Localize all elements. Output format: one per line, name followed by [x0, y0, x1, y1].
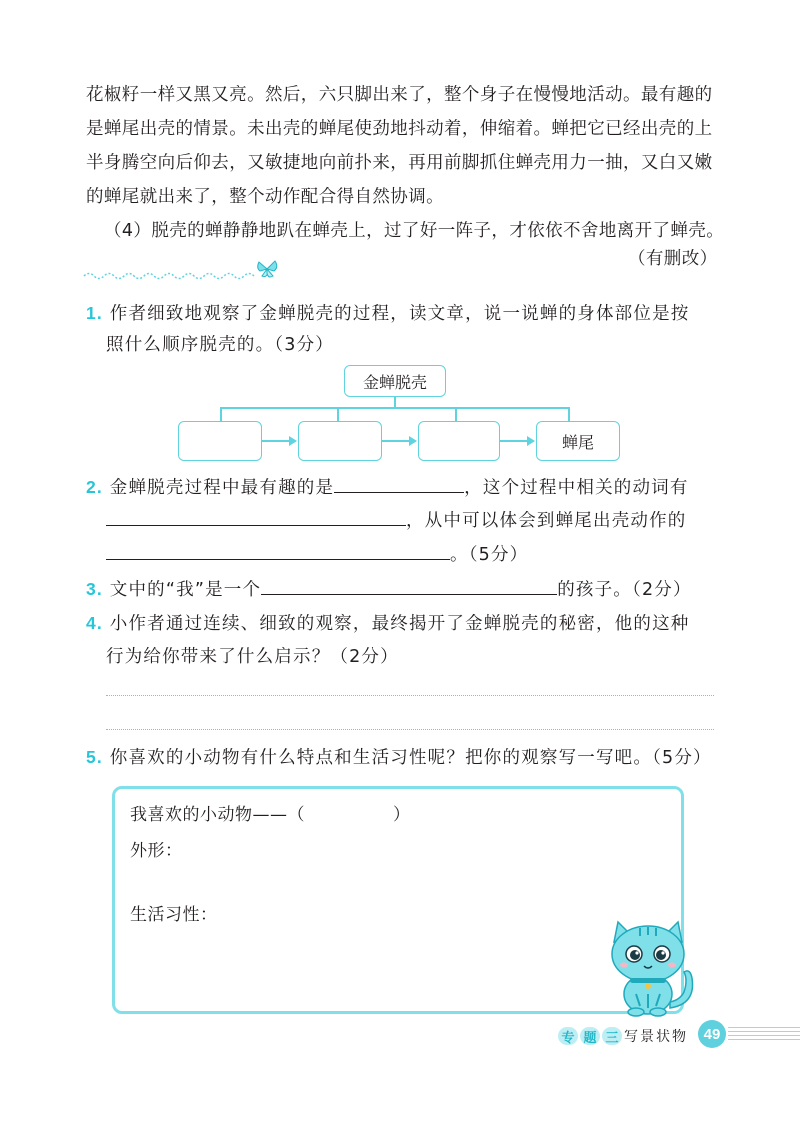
question-5-text: 你喜欢的小动物有什么特点和生活习性呢？把你的观察写一写吧。（5分） [109, 748, 712, 768]
butterfly-icon [254, 256, 280, 282]
flowchart-arrow-line [262, 440, 290, 442]
favorite-animal-prefix: 我喜欢的小动物——（ [130, 805, 305, 825]
question-number: 3. [86, 579, 103, 599]
wavy-divider [80, 258, 280, 288]
flowchart-answer-box-2[interactable] [298, 421, 382, 461]
flowchart-arrow-line [382, 440, 410, 442]
question-number: 5. [86, 747, 103, 767]
flowchart-connector [394, 397, 396, 407]
footer-tag-3: 三 [602, 1027, 622, 1045]
question-1 [86, 296, 689, 331]
arrow-right-icon [527, 436, 535, 446]
flowchart-connector [220, 407, 569, 409]
passage-paragraph-4: （4）脱壳的蝉静静地趴在蝉壳上，过了好一阵子，才依依不舍地离开了蝉壳。 [104, 221, 725, 241]
footer-rule [728, 1027, 800, 1041]
answer-blank-feeling[interactable] [106, 539, 450, 560]
flowchart-box-tail: 蝉尾 [536, 421, 620, 461]
flowchart-connector [220, 407, 222, 421]
question-3-text-b: 的孩子。（2分） [557, 580, 692, 600]
question-5 [86, 740, 712, 775]
question-4-line-2: 行为给你带来了什么启示？（2分） [106, 647, 399, 667]
appearance-label: 外形： [130, 841, 183, 861]
passage-line-4: 的蝉尾就出来了，整个动作配合得自然协调。 [86, 187, 444, 207]
passage-line-3: 半身腾空向后仰去，又敏捷地向前扑来，再用前脚抓住蝉壳用力一抽，又白又嫩 [86, 153, 713, 173]
question-4-text: 小作者通过连续、细致的观察，最终揭开了金蝉脱壳的秘密，他的这种 [109, 614, 690, 634]
question-3 [86, 572, 692, 607]
footer-tag-2: 题 [580, 1027, 600, 1045]
question-2-text-a: 金蝉脱壳过程中最有趣的是 [109, 478, 335, 498]
flowchart-arrow-line [500, 440, 528, 442]
answer-blank-most-interesting[interactable] [334, 472, 464, 493]
page-number: 49 [703, 1025, 721, 1043]
question-2-line-3 [106, 538, 528, 572]
favorite-animal-suffix: ） [393, 805, 411, 825]
question-number: 1. [86, 303, 103, 323]
question-4 [86, 606, 689, 641]
question-2-text-c: ，从中可以体会到蝉尾出壳动作的 [406, 511, 687, 531]
arrow-right-icon [409, 436, 417, 446]
source-note: （有删改） [628, 249, 718, 269]
flowchart-answer-box-1[interactable] [178, 421, 262, 461]
flowchart-connector [455, 407, 457, 421]
answer-blank-verbs[interactable] [106, 505, 406, 526]
question-2-text-b: ，这个过程中相关的动词有 [464, 478, 689, 498]
answer-blank-character[interactable] [261, 574, 557, 595]
arrow-right-icon [289, 436, 297, 446]
habits-label: 生活习性： [130, 905, 218, 925]
footer-tag-1: 专 [558, 1027, 578, 1045]
question-2 [86, 470, 689, 505]
question-2-line-2 [106, 504, 687, 538]
question-1-line-2: 照什么顺序脱壳的。（3分） [106, 335, 334, 355]
question-number: 2. [86, 477, 103, 497]
answer-line-1[interactable] [106, 695, 714, 696]
flowchart-connector [337, 407, 339, 421]
question-number: 4. [86, 613, 103, 633]
flowchart-root: 金蝉脱壳 [344, 365, 446, 397]
passage-line-2: 是蝉尾出壳的情景。未出壳的蝉尾使劲地抖动着，伸缩着。蝉把它已经出壳的上 [86, 119, 713, 139]
passage-line-1: 花椒籽一样又黑又亮。然后，六只脚出来了，整个身子在慢慢地活动。最有趣的 [86, 85, 713, 105]
flowchart-connector [568, 407, 570, 421]
flowchart-answer-box-3[interactable] [418, 421, 500, 461]
page-number-badge [698, 1020, 726, 1048]
answer-line-2[interactable] [106, 729, 714, 730]
footer-section-title: 写景状物 [624, 1029, 688, 1045]
question-2-text-d: 。（5分） [450, 545, 529, 565]
favorite-animal-label [130, 800, 411, 825]
cat-illustration [600, 918, 700, 1018]
question-3-text-a: 文中的“我”是一个 [109, 580, 262, 600]
question-1-text: 作者细致地观察了金蝉脱壳的过程，读文章，说一说蝉的身体部位是按 [109, 304, 690, 324]
